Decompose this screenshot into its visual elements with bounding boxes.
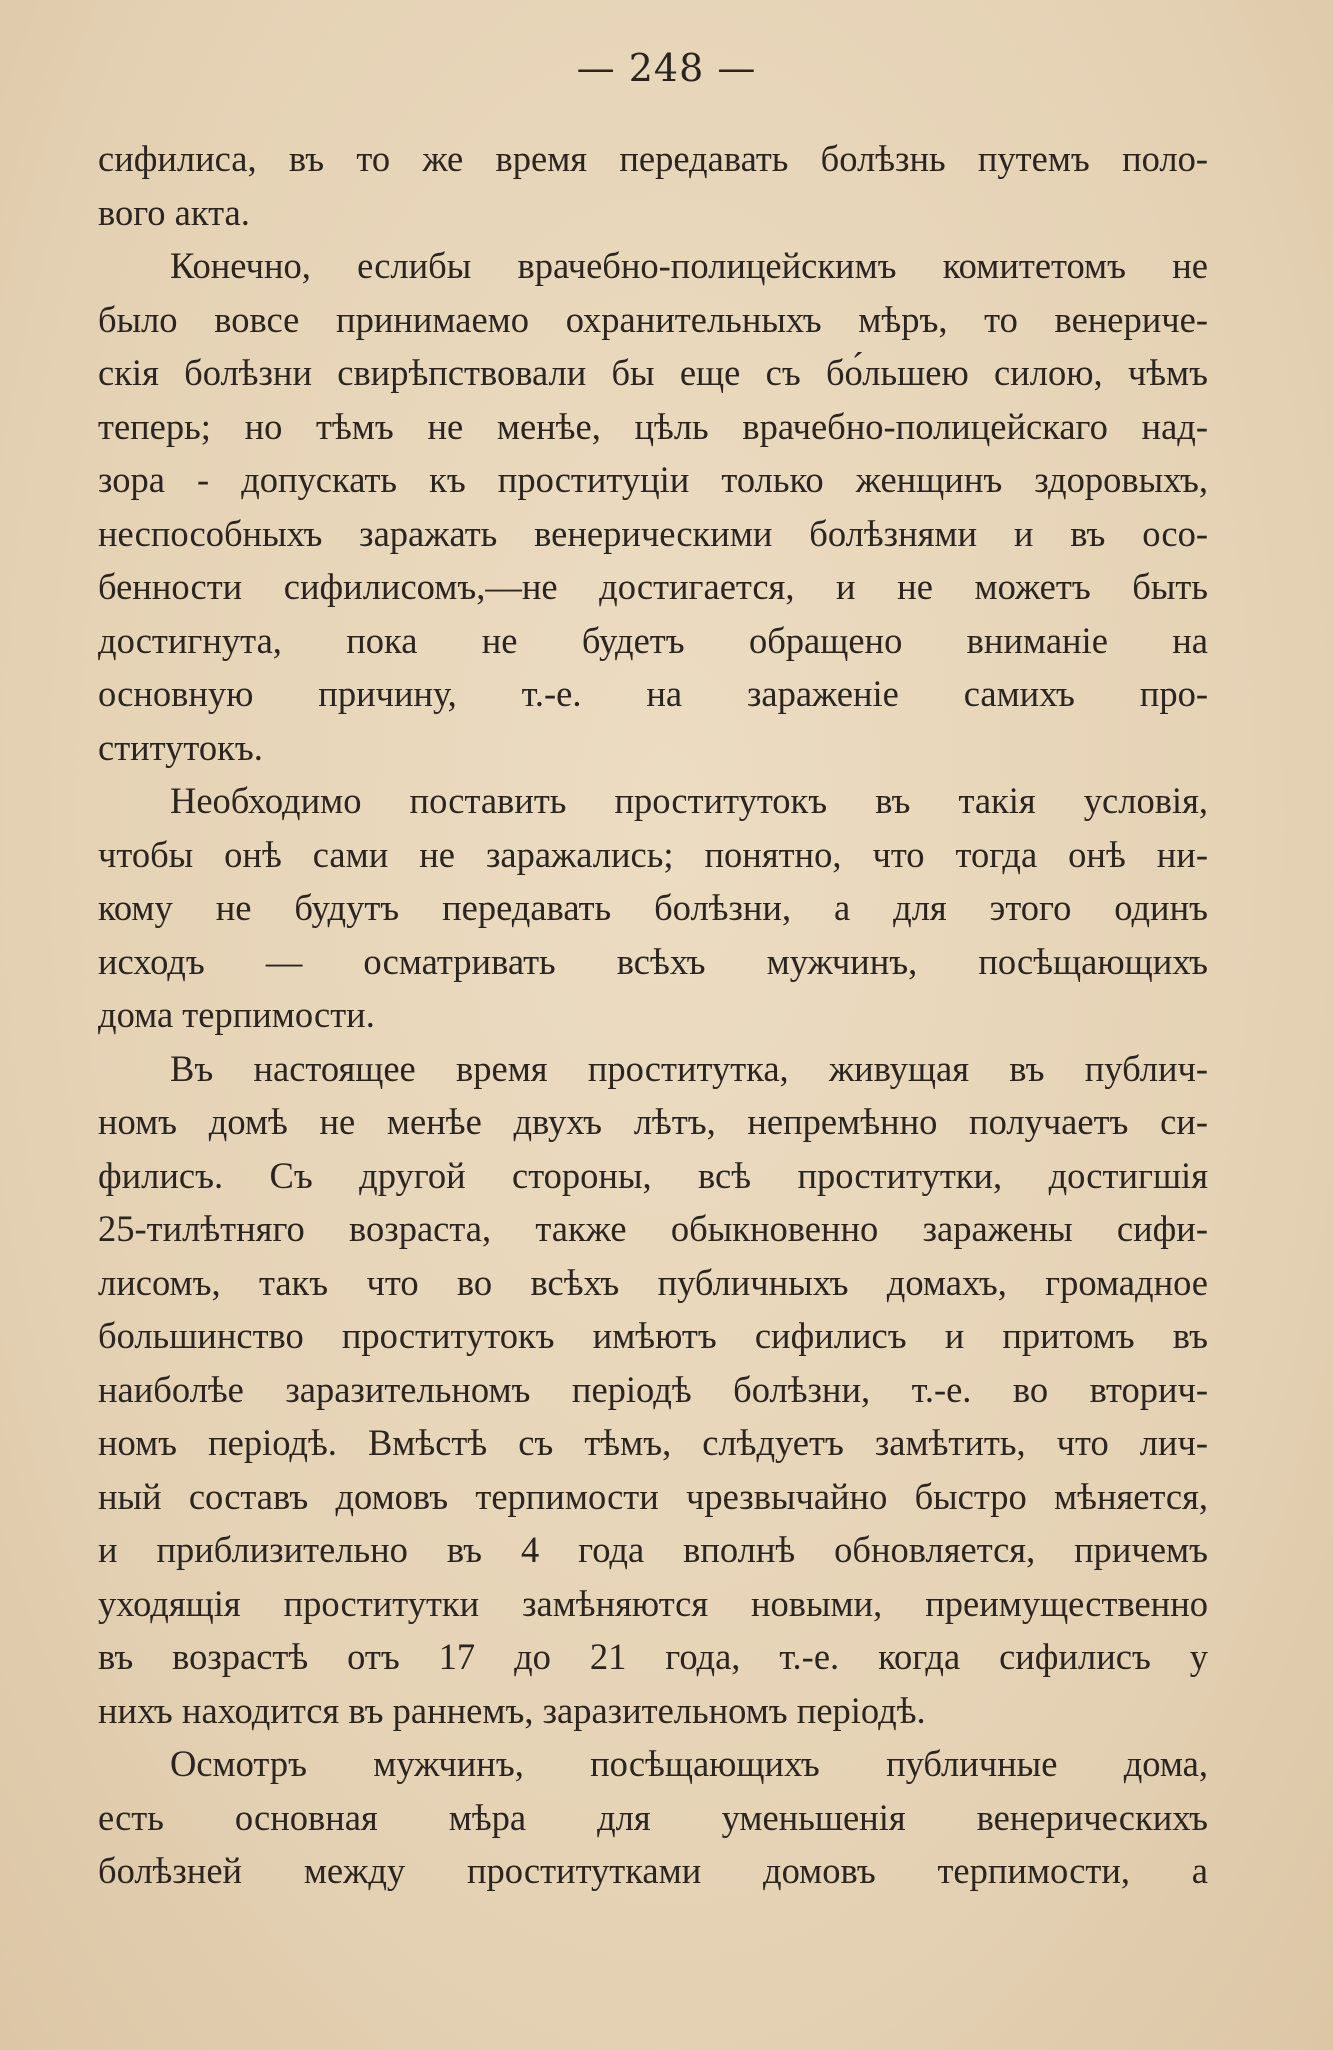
text-line: чтобы онѣ сами не заражались; понятно, что тогда онѣ ни- xyxy=(98,833,1208,875)
text-line: теперь; но тѣмъ не менѣе, цѣль врачебно-полицейскаго над- xyxy=(98,405,1208,447)
paragraph-4 xyxy=(98,1042,1208,1738)
text-line: неспособныхъ заражать венерическими болѣзнями и въ осо- xyxy=(98,512,1208,554)
paragraph-2 xyxy=(98,239,1208,774)
text-line: уходящія проститутки замѣняются новыми, преимущественно xyxy=(98,1582,1208,1624)
text-line: есть основная мѣра для уменьшенія венерическихъ xyxy=(98,1796,1208,1838)
text-line: скія болѣзни свирѣпствовали бы еще съ бо́льшею силою, чѣмъ xyxy=(98,352,1208,393)
text-line: наиболѣе заразительномъ періодѣ болѣзни, т.-е. во вторич- xyxy=(98,1368,1208,1410)
text-line: и приблизительно въ 4 года вполнѣ обновляется, причемъ xyxy=(98,1529,1208,1570)
text-line: номъ домѣ не менѣе двухъ лѣтъ, непремѣнно получаетъ си- xyxy=(98,1101,1208,1142)
text-line: Конечно, еслибы врачебно-полицейскимъ комитетомъ не xyxy=(170,245,1208,286)
body-text xyxy=(98,132,1208,1898)
paragraph-3 xyxy=(98,774,1208,1042)
paragraph-1 xyxy=(98,132,1208,239)
text-line: въ возрастѣ отъ 17 до 21 года, т.-е. когда сифилисъ у xyxy=(98,1636,1208,1677)
text-line: ститутокъ. xyxy=(98,726,263,768)
text-line: болѣзней между проститутками домовъ терпимости, а xyxy=(98,1850,1208,1891)
text-line: было вовсе принимаемо охранительныхъ мѣръ, то венериче- xyxy=(98,298,1208,340)
text-line: дома терпимости. xyxy=(98,994,375,1035)
text-line: ный составъ домовъ терпимости чрезвычайно быстро мѣняется, xyxy=(98,1475,1208,1517)
text-line: 25-тилѣтняго возраста, также обыкновенно заражены сифи- xyxy=(98,1208,1208,1249)
page-number: — 248 — xyxy=(576,46,757,90)
text-line: кому не будутъ передавать болѣзни, а для этого одинъ xyxy=(98,887,1208,928)
text-line: номъ періодѣ. Вмѣстѣ съ тѣмъ, слѣдуетъ замѣтить, что лич- xyxy=(98,1422,1208,1463)
text-line: филисъ. Съ другой стороны, всѣ проститутки, достигшія xyxy=(98,1154,1208,1196)
text-line: исходъ — осматривать всѣхъ мужчинъ, посѣщающихъ xyxy=(98,940,1208,982)
text-line: Въ настоящее время проститутка, живущая въ публич- xyxy=(170,1047,1208,1089)
text-line: бенности сифилисомъ,—не достигается, и не можетъ быть xyxy=(98,566,1208,607)
text-line: сифилиса, въ то же время передавать болѣзнь путемъ поло- xyxy=(98,138,1208,179)
text-line: лисомъ, такъ что во всѣхъ публичныхъ домахъ, громадное xyxy=(98,1261,1208,1303)
text-line: достигнута, пока не будетъ обращено вниманіе на xyxy=(98,619,1208,661)
text-line: основную причину, т.-е. на зараженіе самихъ про- xyxy=(98,673,1208,714)
text-line: большинство проститутокъ имѣютъ сифилисъ и притомъ въ xyxy=(98,1315,1208,1356)
paragraph-5 xyxy=(98,1737,1208,1898)
text-line: зора - допускать къ проституціи только женщинъ здоровыхъ, xyxy=(98,459,1208,500)
text-line: нихъ находится въ раннемъ, заразительномъ періодѣ. xyxy=(98,1689,926,1731)
text-line: Необходимо поставить проститутокъ въ такія условія, xyxy=(170,780,1208,821)
text-line: вого акта. xyxy=(98,191,250,233)
text-line: Осмотръ мужчинъ, посѣщающихъ публичные дома, xyxy=(170,1743,1208,1784)
